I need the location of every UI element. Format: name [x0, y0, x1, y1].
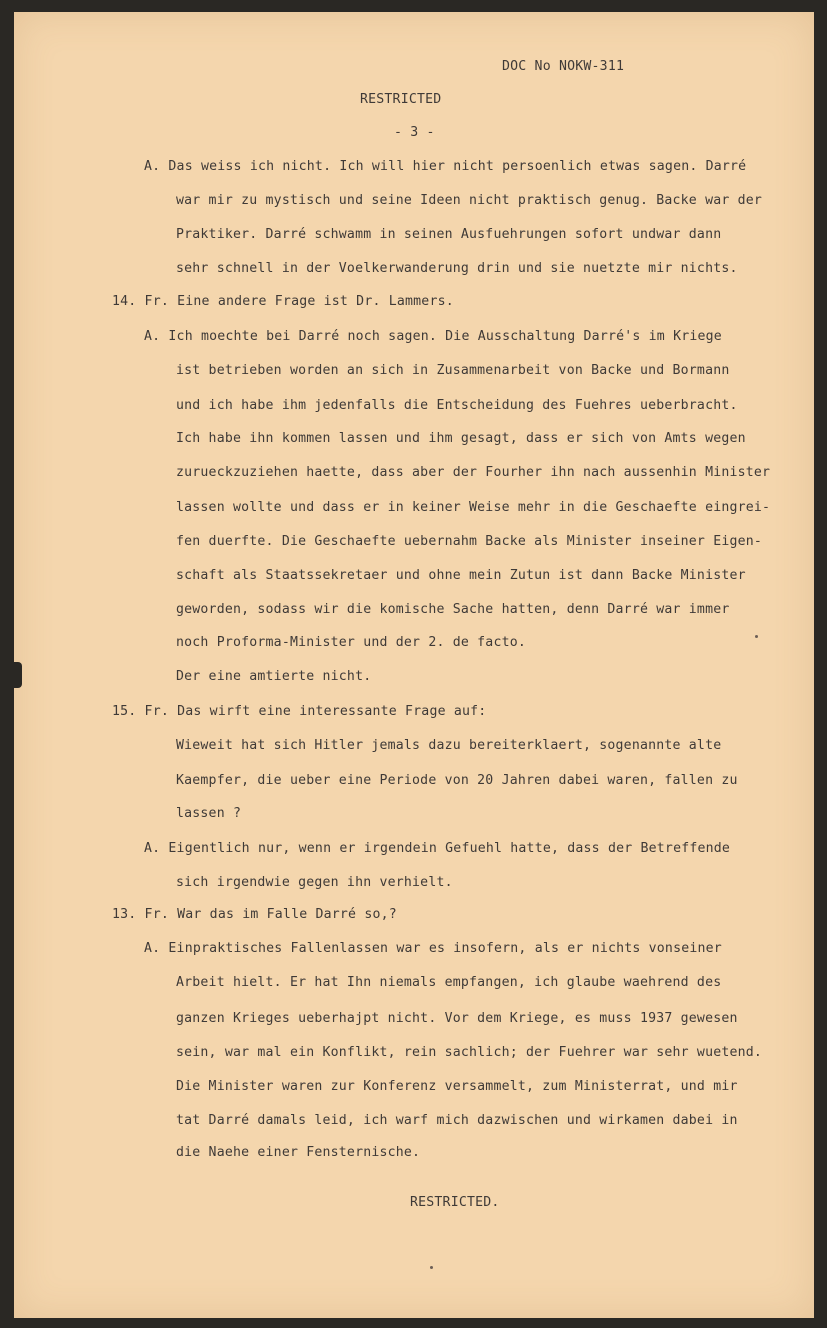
text-line: Ich habe ihn kommen lassen und ihm gesagt, dass er sich von Amts wegen	[176, 431, 746, 446]
text-line: tat Darré damals leid, ich warf mich dazwischen und wirkamen dabei in	[176, 1113, 738, 1128]
text-line: lassen ?	[176, 806, 242, 821]
text-line: A. Eigentlich nur, wenn er irgendein Gefuehl hatte, dass der Betreffende	[144, 841, 731, 856]
paper-speck	[430, 1266, 433, 1269]
punch-hole	[10, 662, 22, 688]
classification-bottom: RESTRICTED.	[410, 1195, 500, 1210]
text-line: zurueckzuziehen haette, dass aber der Fourher ihn nach aussenhin Minister	[176, 465, 771, 480]
paper-speck	[755, 635, 758, 638]
text-line: sich irgendwie gegen ihn verhielt.	[176, 875, 453, 890]
text-line: A. Einpraktisches Fallenlassen war es insofern, als er nichts vonseiner	[144, 941, 722, 956]
text-line: 13. Fr. War das im Falle Darré so,?	[112, 907, 397, 922]
doc-number: DOC No NOKW-311	[502, 59, 625, 74]
text-line: Wieweit hat sich Hitler jemals dazu bereiterklaert, sogenannte alte	[176, 738, 722, 753]
text-line: Die Minister waren zur Konferenz versammelt, zum Ministerrat, und mir	[176, 1079, 738, 1094]
text-line: fen duerfte. Die Geschaefte uebernahm Backe als Minister inseiner Eigen-	[176, 534, 763, 549]
text-line: noch Proforma-Minister und der 2. de facto.	[176, 635, 527, 650]
text-line: sehr schnell in der Voelkerwanderung drin und sie nuetzte mir nichts.	[176, 261, 738, 276]
text-line: und ich habe ihm jedenfalls die Entscheidung des Fuehres ueberbracht.	[176, 398, 738, 413]
text-line: sein, war mal ein Konflikt, rein sachlich; der Fuehrer war sehr wuetend.	[176, 1045, 763, 1060]
text-line: geworden, sodass wir die komische Sache hatten, denn Darré war immer	[176, 602, 730, 617]
text-line: ist betrieben worden an sich in Zusammenarbeit von Backe und Bormann	[176, 363, 730, 378]
text-line: 14. Fr. Eine andere Frage ist Dr. Lammers.	[112, 294, 454, 309]
text-line: A. Ich moechte bei Darré noch sagen. Die Ausschaltung Darré's im Kriege	[144, 329, 722, 344]
text-line: die Naehe einer Fensternische.	[176, 1145, 421, 1160]
text-line: 15. Fr. Das wirft eine interessante Frage auf:	[112, 704, 487, 719]
text-line: Kaempfer, die ueber eine Periode von 20 Jahren dabei waren, fallen zu	[176, 773, 738, 788]
text-line: Arbeit hielt. Er hat Ihn niemals empfangen, ich glaube waehrend des	[176, 975, 722, 990]
text-line: Praktiker. Darré schwamm in seinen Ausfuehrungen sofort undwar dann	[176, 227, 722, 242]
text-line: schaft als Staatssekretaer und ohne mein Zutun ist dann Backe Minister	[176, 568, 746, 583]
text-line: war mir zu mystisch und seine Ideen nicht praktisch genug. Backe war der	[176, 193, 763, 208]
text-line: A. Das weiss ich nicht. Ich will hier nicht persoenlich etwas sagen. Darré	[144, 159, 747, 174]
text-line: lassen wollte und dass er in keiner Weise mehr in die Geschaefte eingrei-	[176, 500, 771, 515]
classification-top: RESTRICTED	[360, 92, 442, 107]
text-line: Der eine amtierte nicht.	[176, 669, 372, 684]
text-line: ganzen Krieges ueberhajpt nicht. Vor dem Kriege, es muss 1937 gewesen	[176, 1011, 738, 1026]
page-number: - 3 -	[394, 125, 435, 140]
